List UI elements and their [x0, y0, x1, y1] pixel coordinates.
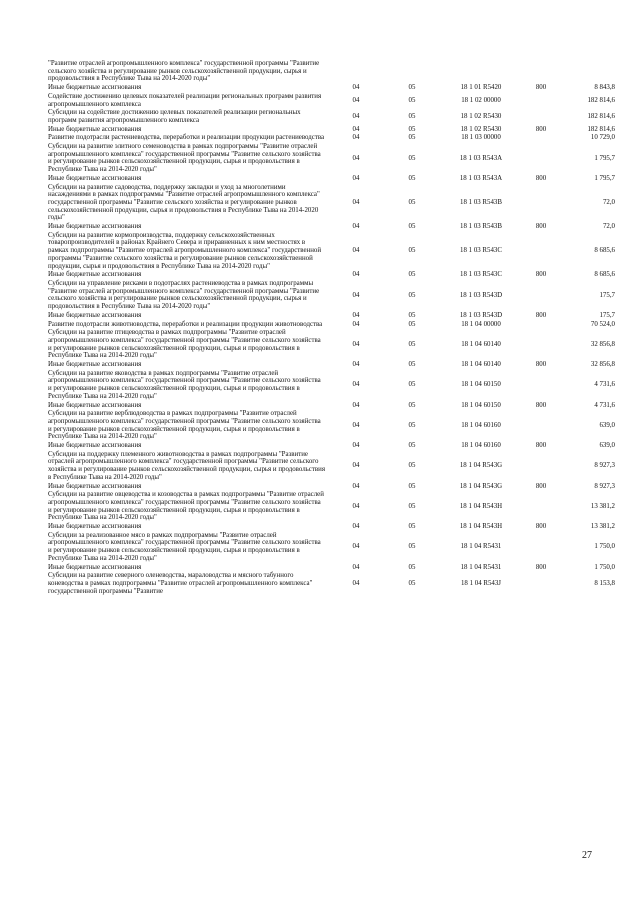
- row-section: 04: [352, 113, 360, 121]
- row-section: 04: [352, 223, 360, 231]
- row-name: Субсидии на развитие северного оленеводства, мараловодства и мясного табунного коневодства в рамках подпрограммы "Развитие отраслей агропромышленного комплекса" государственной программы "Развитие: [48, 572, 313, 595]
- row-section: 04: [352, 340, 360, 348]
- row-subsection: 05: [408, 247, 416, 255]
- row-amount: 639,0: [599, 442, 615, 450]
- row-name: Развитие подотрасли растениеводства, переработки и реализации продукции растениеводства: [48, 134, 325, 142]
- row-subsection: 05: [408, 96, 416, 104]
- budget-table: [48, 60, 615, 595]
- row-subsection: 05: [408, 462, 416, 470]
- table-row: [48, 522, 615, 531]
- row-subsection: 05: [408, 381, 416, 389]
- row-amount: 70 524,0: [590, 320, 615, 328]
- table-row: [48, 133, 615, 142]
- row-section: 04: [352, 247, 360, 255]
- row-target-code: 18 1 04 60140: [461, 340, 501, 348]
- row-target-code: 18 1 03 R543B: [460, 198, 502, 206]
- row-subsection: 05: [408, 421, 416, 429]
- table-row: [48, 125, 615, 134]
- row-section: 04: [352, 502, 360, 510]
- row-target-code: 18 1 04 60160: [461, 421, 501, 429]
- row-subsection: 05: [408, 340, 416, 348]
- row-expense-type: [524, 60, 558, 83]
- row-target-code: 18 1 04 00000: [461, 320, 501, 328]
- row-amount: 72,0: [602, 198, 615, 206]
- row-amount: 4 731,6: [594, 401, 615, 409]
- row-section: 04: [352, 580, 360, 587]
- row-expense-type: [524, 92, 558, 108]
- row-name: Иные бюджетные ассигнования: [48, 271, 142, 279]
- row-amount: 32 856,8: [590, 361, 615, 369]
- table-row: [48, 490, 615, 522]
- table-row: [48, 60, 615, 83]
- row-expense-type: [524, 108, 558, 124]
- row-target-code: [438, 60, 524, 83]
- row-target-code: 18 1 04 60160: [461, 442, 501, 450]
- row-subsection: 05: [408, 401, 416, 409]
- row-section: [326, 60, 386, 83]
- row-subsection: 05: [408, 502, 416, 510]
- row-expense-type: 800: [535, 482, 547, 490]
- row-amount: 1 795,7: [594, 174, 615, 182]
- table-row: [48, 231, 615, 271]
- row-target-code: 18 1 04 R543G: [459, 462, 503, 470]
- row-target-code: 18 1 03 R543A: [459, 174, 503, 182]
- row-expense-type: 800: [535, 223, 547, 231]
- row-name: Иные бюджетные ассигнования: [48, 401, 142, 409]
- table-row: [48, 531, 615, 563]
- row-expense-type: 800: [535, 442, 547, 450]
- row-name: Иные бюджетные ассигнования: [48, 442, 142, 450]
- row-name: Субсидии на развитие элитного семеноводства в рамках подпрограммы "Развитие отраслей агропромышленного комплекса" государственной программы "Развитие сельского хозяйства и регулирование рынков сельскохозяйственной продукции, сырья и продовольствия в Республике Тыва на 2014-2020 годы": [48, 143, 321, 174]
- row-section: 04: [352, 442, 360, 450]
- row-subsection: 05: [408, 198, 416, 206]
- row-section: 04: [352, 421, 360, 429]
- row-section: 04: [352, 462, 360, 470]
- row-subsection: 05: [408, 523, 416, 531]
- table-row: [48, 450, 615, 482]
- row-expense-type: 800: [535, 311, 547, 319]
- row-target-code: 18 1 04 R5431: [460, 543, 502, 551]
- row-expense-type: [524, 490, 558, 522]
- row-section: 04: [352, 84, 360, 92]
- table-row: [48, 174, 615, 183]
- row-expense-type: [524, 328, 558, 360]
- row-amount: 8 685,6: [594, 271, 615, 279]
- row-target-code: 18 1 02 00000: [461, 96, 501, 104]
- row-name: Субсидии на развитие птицеводства в рамках подпрограммы "Развитие отраслей агропромышленного комплекса" государственной программы "Развитие сельского хозяйства и регулирование рынков сельскохозяйственной продукции, сырья и продовольствия в Республике Тыва на 2014-2020 годы": [48, 329, 321, 360]
- row-amount: 8 927,3: [594, 482, 615, 490]
- row-subsection: 05: [408, 482, 416, 490]
- row-amount: 639,0: [599, 421, 615, 429]
- row-name: Иные бюджетные ассигнования: [48, 174, 142, 182]
- row-name: Иные бюджетные ассигнования: [48, 84, 142, 92]
- row-expense-type: [524, 183, 558, 223]
- row-expense-type: [524, 409, 558, 441]
- row-expense-type: [524, 231, 558, 271]
- row-section: 04: [352, 320, 360, 328]
- table-row: [48, 270, 615, 279]
- row-expense-type: [524, 450, 558, 482]
- row-section: 04: [352, 271, 360, 279]
- row-target-code: 18 1 04 R543J: [460, 580, 501, 587]
- row-section: 04: [352, 134, 360, 142]
- row-name: Развитие подотрасли животноводства, переработки и реализации продукции животноводства: [48, 320, 323, 328]
- row-name: Иные бюджетные ассигнования: [48, 563, 142, 571]
- row-target-code: 18 1 02 R5430: [460, 113, 502, 121]
- table-row: [48, 563, 615, 572]
- row-section: 04: [352, 361, 360, 369]
- row-section: 04: [352, 543, 360, 551]
- row-expense-type: [524, 531, 558, 563]
- row-target-code: 18 1 03 R543B: [460, 223, 502, 231]
- row-target-code: 18 1 03 R543C: [460, 247, 502, 255]
- row-section: 04: [352, 125, 360, 133]
- table-row: [48, 108, 615, 124]
- row-name: Иные бюджетные ассигнования: [48, 311, 142, 319]
- row-name: Субсидии на развитие садоводства, поддержку закладки и уход за многолетними насаждениями в рамках подпрограммы "Развитие отраслей агропромышленного комплекса" государственной программы "Развитие сельского хозяйства и регулирование рынков сельскохозяйственной продукции, сырья и продовольствия в Республике Тыва на 2014-2020 годы": [48, 183, 320, 222]
- table-row: [48, 83, 615, 92]
- row-target-code: 18 1 04 R543H: [459, 502, 503, 510]
- row-amount: 182 814,6: [587, 113, 615, 121]
- row-name: Субсидии на управление рисками в подотраслях растениеводства в рамках подпрограммы "Развитие отраслей агропромышленного комплекса" государственной программы "Развитие сельского хозяйства и регулирование рынков сельскохозяйственной продукции, сырья и продовольствия в Республике Тыва на 2014-2020 годы": [48, 279, 320, 311]
- row-expense-type: 800: [535, 401, 547, 409]
- table-row: [48, 369, 615, 401]
- row-expense-type: [524, 279, 558, 311]
- row-amount: 72,0: [602, 223, 615, 231]
- row-subsection: 05: [408, 361, 416, 369]
- row-target-code: 18 1 01 R5420: [460, 84, 502, 92]
- row-name: Иные бюджетные ассигнования: [48, 125, 142, 133]
- row-target-code: 18 1 04 60140: [461, 361, 501, 369]
- row-name: Субсидии на поддержку племенного животноводства в рамках подпрограммы "Развитие отраслей агропромышленного комплекса" государственной программы "Развитие сельского хозяйства и регулирование рынков сельскохозяйственной продукции, сырья и продовольствия в Республике Тыва на 2014-2020 годы": [48, 450, 325, 481]
- row-expense-type: 800: [535, 84, 547, 92]
- row-subsection: 05: [408, 223, 416, 231]
- row-target-code: 18 1 03 R543D: [459, 291, 503, 299]
- row-name: Субсидии на развитие овцеводства и козоводства в рамках подпрограммы "Развитие отраслей агропромышленного комплекса" государственной программы "Развитие сельского хозяйства и регулирование рынков сельскохозяйственной продукции, сырья и продовольствия в Республике Тыва на 2014-2020 годы": [48, 491, 324, 522]
- row-amount: 1 750,0: [594, 563, 615, 571]
- row-section: 04: [352, 311, 360, 319]
- table-row: [48, 92, 615, 108]
- row-target-code: 18 1 03 00000: [461, 134, 501, 142]
- table-row: [48, 222, 615, 231]
- row-amount: 8 927,3: [594, 462, 615, 470]
- row-subsection: 05: [408, 271, 416, 279]
- row-subsection: 05: [408, 580, 416, 587]
- row-amount: [558, 60, 615, 83]
- table-row: [48, 142, 615, 174]
- row-target-code: 18 1 03 R543D: [459, 311, 503, 319]
- row-section: 04: [352, 291, 360, 299]
- row-expense-type: [524, 142, 558, 174]
- budget-table-body: [48, 60, 615, 595]
- row-subsection: 05: [408, 113, 416, 121]
- row-expense-type: [524, 133, 558, 142]
- row-subsection: 05: [408, 154, 416, 162]
- row-name: Иные бюджетные ассигнования: [48, 523, 142, 531]
- row-name: Субсидии на содействие достижению целевых показателей реализации региональных программ развития агропромышленного комплекса: [48, 109, 301, 124]
- row-section: 04: [352, 174, 360, 182]
- row-name: Иные бюджетные ассигнования: [48, 482, 142, 490]
- row-target-code: 18 1 02 R5430: [460, 125, 502, 133]
- row-subsection: 05: [408, 291, 416, 299]
- table-row: [48, 482, 615, 491]
- row-expense-type: [524, 320, 558, 329]
- row-expense-type: [524, 369, 558, 401]
- row-subsection: 05: [408, 311, 416, 319]
- row-section: 04: [352, 154, 360, 162]
- row-subsection: 05: [408, 442, 416, 450]
- row-target-code: 18 1 04 60150: [461, 381, 501, 389]
- row-expense-type: [524, 571, 558, 595]
- row-name: Содействие достижению целевых показателей реализации региональных программ развития агропромышленного комплекса: [48, 92, 322, 108]
- row-section: 04: [352, 96, 360, 104]
- row-amount: 175,7: [599, 311, 615, 319]
- row-name: Иные бюджетные ассигнования: [48, 223, 142, 231]
- row-amount: 4 731,6: [594, 381, 615, 389]
- table-row: [48, 401, 615, 410]
- row-amount: 1 750,0: [594, 543, 615, 551]
- table-row: [48, 441, 615, 450]
- row-amount: 13 381,2: [590, 502, 615, 510]
- row-amount: 1 795,7: [594, 154, 615, 162]
- row-subsection: 05: [408, 84, 416, 92]
- row-expense-type: 800: [535, 361, 547, 369]
- table-row: [48, 409, 615, 441]
- row-target-code: 18 1 04 R543H: [459, 523, 503, 531]
- page-number: 27: [582, 850, 592, 861]
- row-amount: 8 843,8: [594, 84, 615, 92]
- table-row: [48, 279, 615, 311]
- table-row: [48, 320, 615, 329]
- row-subsection: 05: [408, 543, 416, 551]
- table-row: [48, 328, 615, 360]
- row-expense-type: 800: [535, 271, 547, 279]
- row-subsection: 05: [408, 134, 416, 142]
- row-amount: 32 856,8: [590, 340, 615, 348]
- row-amount: 13 381,2: [590, 523, 615, 531]
- row-amount: 182 814,6: [587, 96, 615, 104]
- row-amount: 8 153,8: [594, 580, 615, 587]
- row-section: 04: [352, 401, 360, 409]
- row-section: 04: [352, 482, 360, 490]
- row-amount: 8 685,6: [594, 247, 615, 255]
- row-subsection: 05: [408, 320, 416, 328]
- row-section: 04: [352, 381, 360, 389]
- row-subsection: 05: [408, 174, 416, 182]
- row-target-code: 18 1 04 R543G: [459, 482, 503, 490]
- row-amount: 175,7: [599, 291, 615, 299]
- row-name: Субсидии на развитие яководства в рамках подпрограммы "Развитие отраслей агропромышленного комплекса" государственной программы "Развитие сельского хозяйства и регулирование рынков сельскохозяйственной продукции, сырья и продовольствия в Республике Тыва на 2014-2020 годы": [48, 369, 321, 400]
- table-row: [48, 360, 615, 369]
- row-section: 04: [352, 198, 360, 206]
- row-name: "Развитие отраслей агропромышленного комплекса" государственной программы "Развитие сельского хозяйства и регулирование рынков сельскохозяйственной продукции, сырья и продовольствия в Республике Тыва на 2014-2020 годы": [48, 60, 320, 83]
- row-name: Субсидии за реализованное мясо в рамках подпрограммы "Развитие отраслей агропромышленного комплекса" государственной программы "Развитие сельского хозяйства и регулирование рынков сельскохозяйственной продукции, сырья и продовольствия в Республике Тыва на 2014-2020 годы": [48, 531, 321, 562]
- row-target-code: 18 1 03 R543A: [459, 154, 503, 162]
- row-name: Субсидии на развитие кормопроизводства, поддержку сельскохозяйственных товаропроизводителей в районах Крайнего Севера и приравненных к ним местностях в рамках подпрограммы "Развитие отраслей агропромышленного комплекса" государственной программы "Развитие сельского хозяйства и регулирование рынков сельскохозяйственной продукции, сырья и продовольствия в Республике Тыва на 2014-2020 годы": [48, 231, 322, 270]
- row-amount: 10 729,0: [590, 134, 615, 142]
- row-target-code: 18 1 04 60150: [461, 401, 501, 409]
- row-target-code: 18 1 04 R5431: [460, 563, 502, 571]
- row-expense-type: 800: [535, 523, 547, 531]
- row-subsection: [386, 60, 438, 83]
- row-amount: 182 814,6: [587, 125, 615, 133]
- row-section: 04: [352, 523, 360, 531]
- table-row: [48, 183, 615, 223]
- row-expense-type: 800: [535, 125, 547, 133]
- row-target-code: 18 1 03 R543C: [460, 271, 502, 279]
- table-row: [48, 571, 615, 595]
- row-name: Субсидии на развитие верблюдоводства в рамках подпрограммы "Развитие отраслей агропромышленного комплекса" государственной программы "Развитие сельского хозяйства и регулирование рынков сельскохозяйственной продукции, сырья и продовольствия в Республике Тыва на 2014-2020 годы": [48, 410, 321, 441]
- row-expense-type: 800: [535, 174, 547, 182]
- row-section: 04: [352, 563, 360, 571]
- row-name: Иные бюджетные ассигнования: [48, 361, 142, 369]
- row-expense-type: 800: [535, 563, 547, 571]
- row-subsection: 05: [408, 563, 416, 571]
- row-subsection: 05: [408, 125, 416, 133]
- table-row: [48, 311, 615, 320]
